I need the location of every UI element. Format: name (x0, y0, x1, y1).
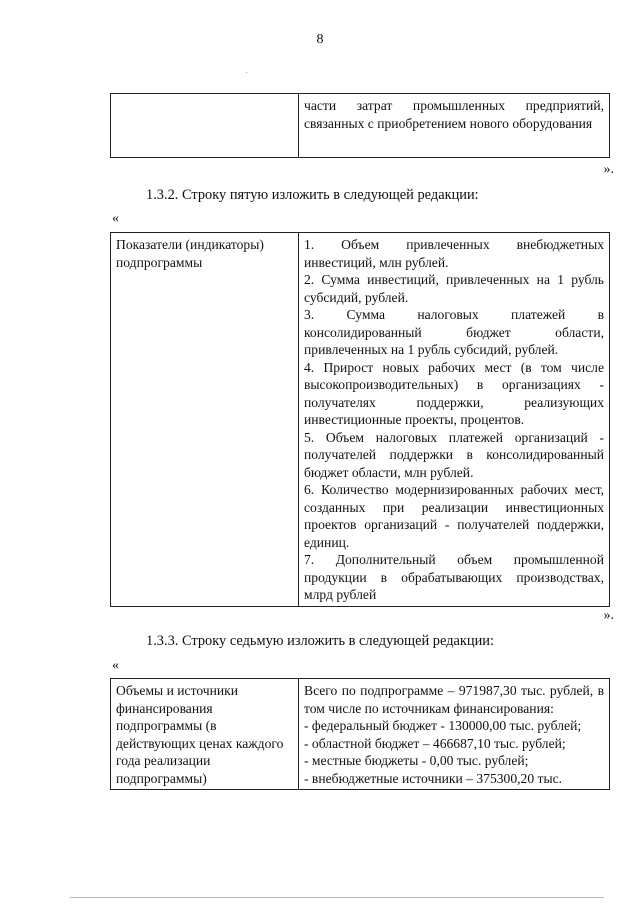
table-row (111, 94, 610, 158)
scan-speck (246, 72, 247, 73)
financing-label-cell: Объемы и источники финансирования подпрограммы (в действующих ценах каждого года реализации подпрограммы) (111, 679, 299, 790)
financing-table (110, 678, 610, 790)
indicators-label-cell: Показатели (индикаторы) подпрограммы (111, 233, 299, 607)
table-cell-left (111, 94, 299, 158)
financing-details-cell (299, 679, 610, 790)
table-row (111, 679, 610, 790)
closing-quote: ». (603, 608, 614, 623)
financing-line: Всего по подпрограмме – 971987,30 тыс. рублей, в том числе по источникам финансирования: (304, 683, 604, 716)
table-cell-right: части затрат промышленных предприятий, связанных с приобретением нового оборудования (299, 94, 610, 158)
indicator-item: 3. Сумма налоговых платежей в консолидированный бюджет области, привлеченных на 1 рубль субсидий, рублей. (304, 307, 604, 357)
table-row (111, 233, 610, 607)
bottom-scan-edge (70, 897, 604, 898)
opening-quote: « (112, 211, 119, 226)
section-heading-1-3-2: 1.3.2. Строку пятую изложить в следующей редакции: (146, 187, 479, 203)
financing-line: - федеральный бюджет - 130000,00 тыс. рублей; (304, 718, 582, 733)
indicator-item: 1. Объем привлеченных внебюджетных инвестиций, млн рублей. (304, 237, 604, 270)
page-number: 8 (316, 32, 324, 47)
financing-line: - местные бюджеты - 0,00 тыс. рублей; (304, 753, 529, 768)
financing-line: - внебюджетные источники – 375300,20 тыс. (304, 770, 563, 786)
indicator-item: 6. Количество модернизированных рабочих мест, созданных при реализации инвестиционных проектов организаций - получателей поддержки, единиц. (304, 482, 604, 550)
section-heading-1-3-3: 1.3.3. Строку седьмую изложить в следующей редакции: (146, 633, 495, 649)
financing-line: - областной бюджет – 466687,10 тыс. рублей; (304, 735, 566, 751)
indicators-list-cell (299, 233, 610, 607)
indicators-table (110, 232, 610, 607)
opening-quote: « (112, 658, 119, 673)
indicator-item: 5. Объем налоговых платежей организаций - получателей поддержки в консолидированный бюджет области, млн рублей. (304, 429, 604, 480)
indicator-item: 4. Прирост новых рабочих мест (в том числе высокопроизводительных) в организациях - получателях поддержки, реализующих инвестиционные проекты, процентов. (304, 359, 604, 427)
indicator-item: 7. Дополнительный объем промышленной продукции в обрабатывающих производствах, млрд рублей (304, 552, 604, 602)
indicator-item: 2. Сумма инвестиций, привлеченных на 1 рубль субсидий, рублей. (304, 272, 604, 305)
continuation-table (110, 93, 610, 158)
closing-quote: ». (603, 162, 614, 177)
